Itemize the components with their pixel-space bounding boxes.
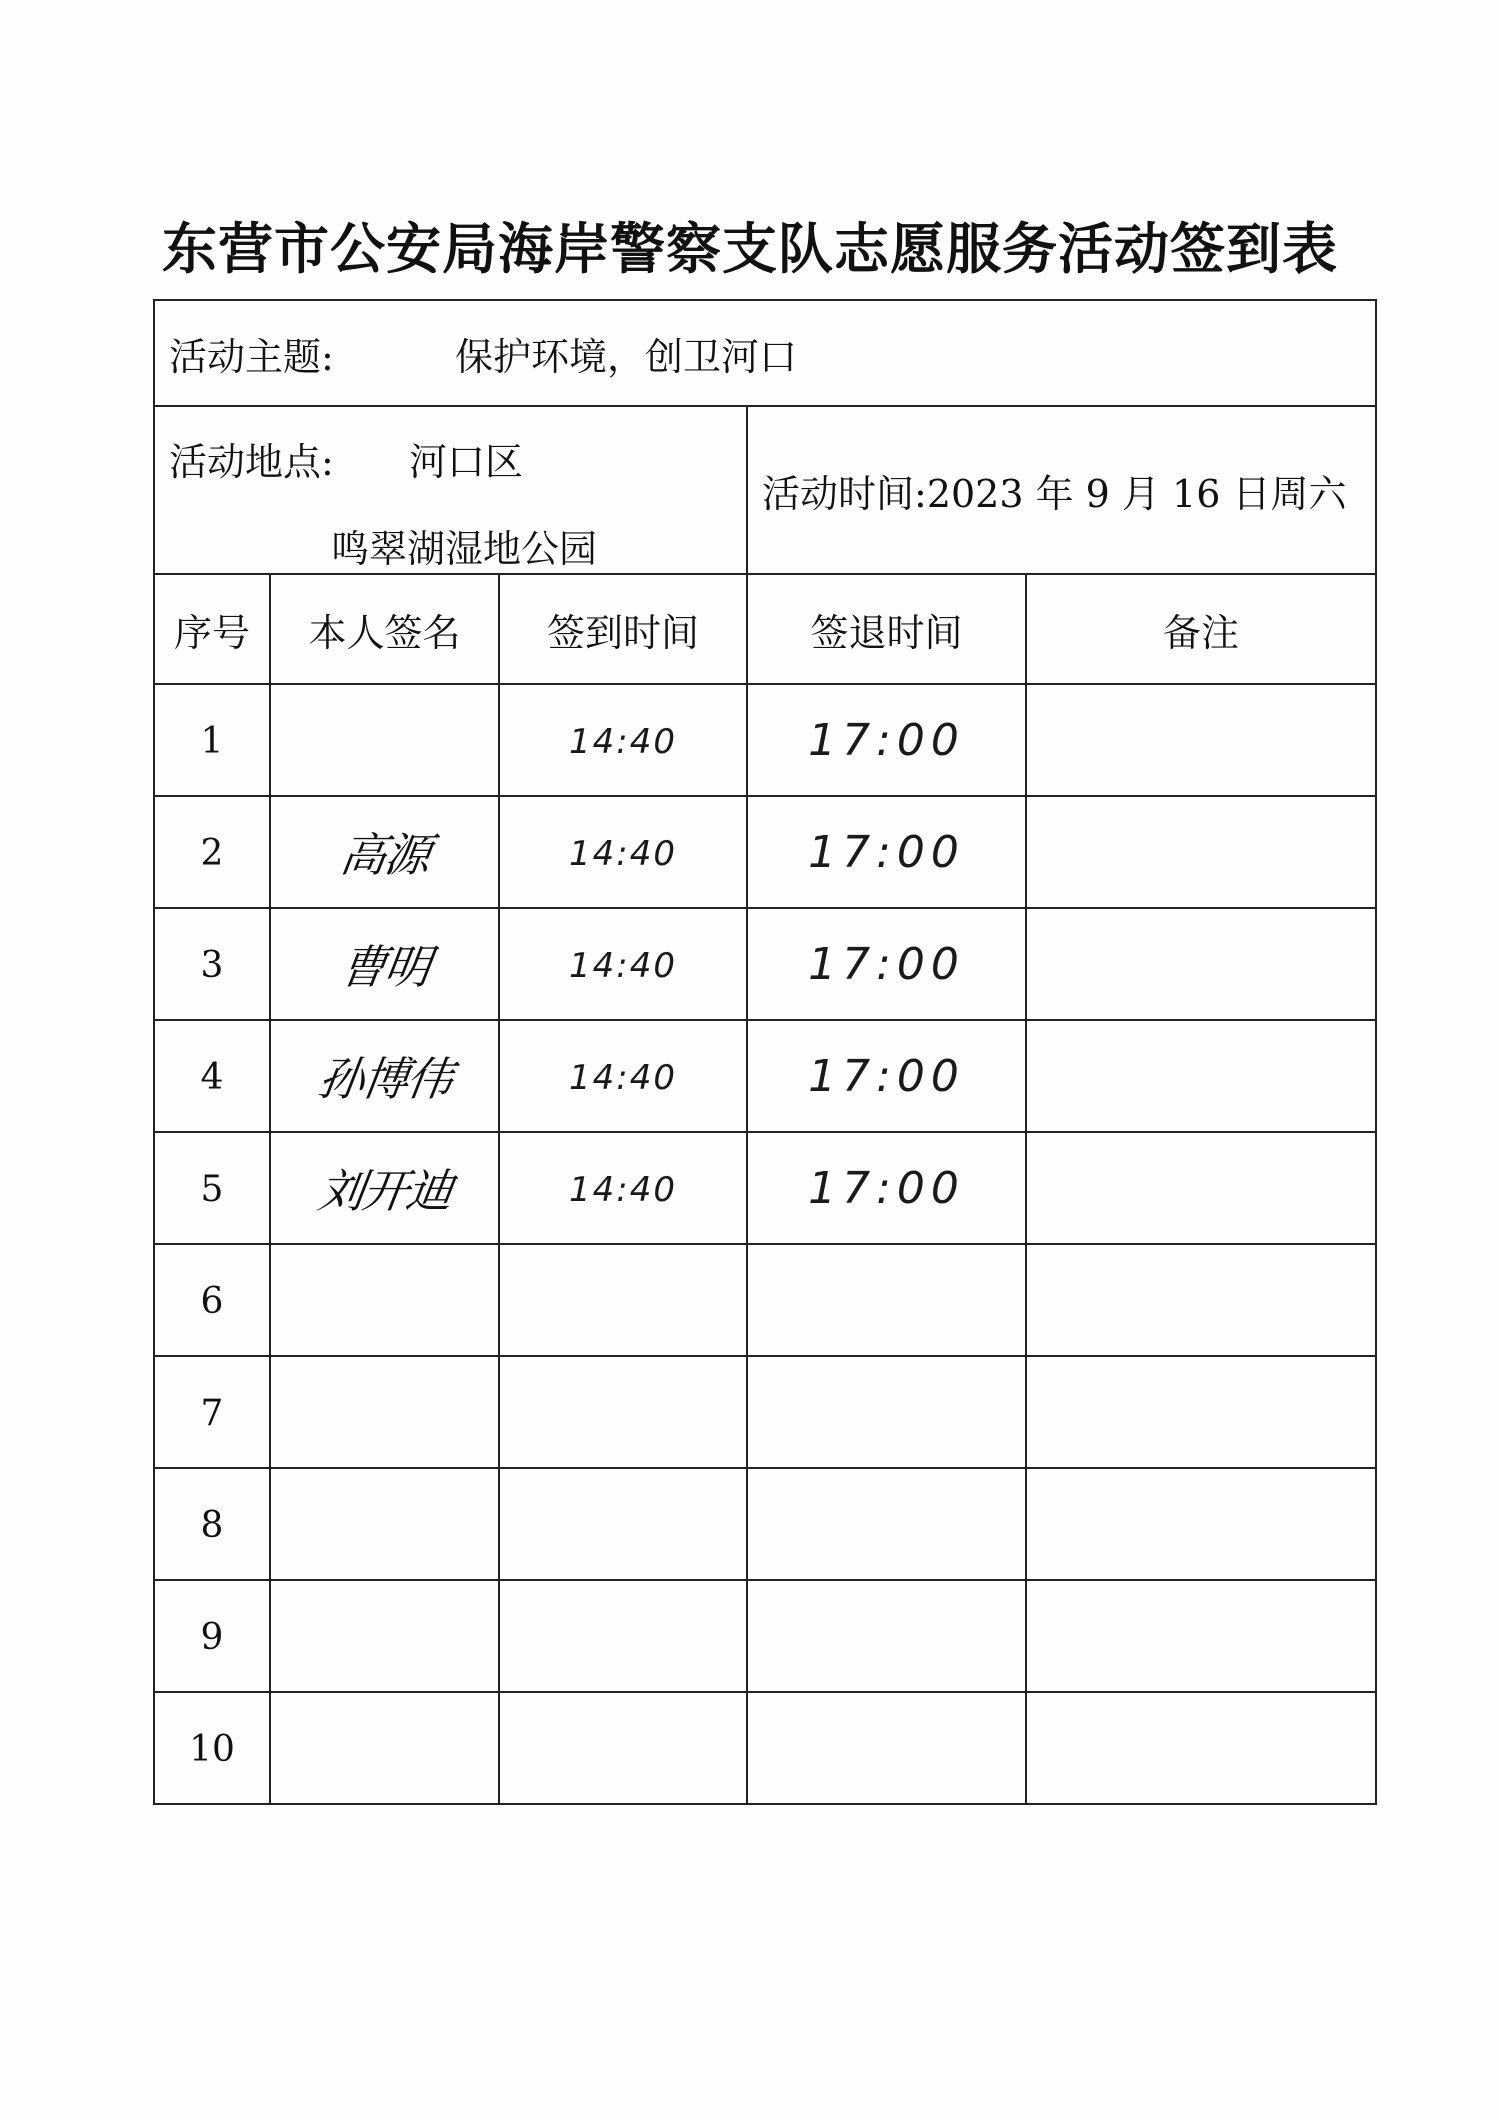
row-number: 10 (189, 1729, 235, 1770)
time-value: 2023 年 9 月 16 日周六 (926, 471, 1347, 516)
row-number: 6 (200, 1281, 224, 1322)
table-row (154, 1132, 1376, 1244)
row-number: 4 (200, 1057, 224, 1098)
note-cell-5 (1026, 1132, 1376, 1244)
theme-value: 保护环境，创卫河口 (455, 334, 798, 379)
page-title: 东营市公安局海岸警察支队志愿服务活动签到表 (161, 217, 1338, 281)
checkin-time-6 (499, 1244, 747, 1356)
checkout-time-5 (747, 1132, 1026, 1244)
checkout-time: 17:00 (808, 826, 965, 878)
checkout-time: 17:00 (808, 938, 965, 990)
checkout-time-1 (747, 684, 1026, 796)
header-signature: 本人签名 (270, 574, 499, 684)
signature-cell-6 (270, 1244, 499, 1356)
location-line2: 鸣翠湖湿地公园 (331, 527, 598, 571)
row-number: 3 (200, 945, 224, 986)
checkin-time-8 (499, 1468, 747, 1580)
signature-cell-5 (270, 1132, 499, 1244)
checkin-time-10 (499, 1692, 747, 1804)
note-cell-3 (1026, 908, 1376, 1020)
checkin-time-9 (499, 1580, 747, 1692)
header-no: 序号 (154, 574, 270, 684)
theme-row (154, 300, 1376, 406)
table-row (154, 1692, 1376, 1804)
checkout-time-7 (747, 1356, 1026, 1468)
theme-label: 活动主题: (169, 334, 334, 379)
checkin-time: 14:40 (569, 1058, 677, 1098)
signature-cell: 孙博伟 (314, 1052, 454, 1106)
row-number-9 (154, 1580, 270, 1692)
signature-cell-2 (270, 796, 499, 908)
checkout-time-4 (747, 1020, 1026, 1132)
row-number-1 (154, 684, 270, 796)
checkout-time-9 (747, 1580, 1026, 1692)
table-row (154, 1580, 1376, 1692)
location-time-row (154, 406, 1376, 574)
row-number-8 (154, 1468, 270, 1580)
header-checkout: 签退时间 (747, 574, 1026, 684)
table-row (154, 1020, 1376, 1132)
checkin-time: 14:40 (569, 946, 677, 986)
time-label: 活动时间: (762, 471, 927, 516)
row-number-3 (154, 908, 270, 1020)
row-number: 1 (200, 721, 224, 762)
row-number: 5 (200, 1169, 224, 1210)
signature-cell-3 (270, 908, 499, 1020)
checkin-time-3 (499, 908, 747, 1020)
signature-cell-9 (270, 1580, 499, 1692)
time-cell (747, 406, 1376, 574)
checkin-time-2 (499, 796, 747, 908)
note-cell-8 (1026, 1468, 1376, 1580)
row-number-7 (154, 1356, 270, 1468)
checkin-time-1 (499, 684, 747, 796)
checkout-time-8 (747, 1468, 1026, 1580)
row-number-4 (154, 1020, 270, 1132)
table-row (154, 684, 1376, 796)
header-note: 备注 (1026, 574, 1376, 684)
note-cell-4 (1026, 1020, 1376, 1132)
theme-cell (154, 300, 1376, 406)
table-row (154, 1468, 1376, 1580)
checkin-time: 14:40 (569, 834, 677, 874)
table-row (154, 1244, 1376, 1356)
location-cell (154, 406, 747, 574)
note-cell-6 (1026, 1244, 1376, 1356)
table-row (154, 908, 1376, 1020)
checkin-time-5 (499, 1132, 747, 1244)
checkout-time-3 (747, 908, 1026, 1020)
checkout-time-10 (747, 1692, 1026, 1804)
note-cell-10 (1026, 1692, 1376, 1804)
checkin-time: 14:40 (569, 1170, 677, 1210)
row-number-2 (154, 796, 270, 908)
checkout-time-6 (747, 1244, 1026, 1356)
location-line1: 河口区 (409, 440, 524, 484)
row-number: 7 (200, 1393, 224, 1434)
signature-cell-10 (270, 1692, 499, 1804)
checkout-time: 17:00 (808, 1162, 965, 1214)
checkout-time: 17:00 (808, 1050, 965, 1102)
table-row (154, 1356, 1376, 1468)
header-checkin: 签到时间 (499, 574, 747, 684)
note-cell-7 (1026, 1356, 1376, 1468)
checkin-time: 14:40 (569, 722, 677, 762)
signature-cell: 刘开迪 (314, 1164, 454, 1218)
checkout-time: 17:00 (808, 714, 965, 766)
note-cell-2 (1026, 796, 1376, 908)
signature-cell-8 (270, 1468, 499, 1580)
signature-cell: 高源 (336, 828, 432, 882)
location-label: 活动地点: (169, 440, 334, 484)
signature-cell-7 (270, 1356, 499, 1468)
table-body (154, 684, 1376, 1804)
checkin-time-4 (499, 1020, 747, 1132)
signature-cell-4 (270, 1020, 499, 1132)
note-cell-9 (1026, 1580, 1376, 1692)
signature-cell: 曹明 (336, 940, 432, 994)
row-number-5 (154, 1132, 270, 1244)
table-row (154, 796, 1376, 908)
row-number: 9 (200, 1617, 224, 1658)
checkout-time-2 (747, 796, 1026, 908)
checkin-time-7 (499, 1356, 747, 1468)
note-cell-1 (1026, 684, 1376, 796)
signature-cell-1 (270, 684, 499, 796)
row-number: 2 (200, 833, 224, 874)
signin-table (153, 299, 1377, 1805)
row-number: 8 (200, 1505, 224, 1546)
row-number-10 (154, 1692, 270, 1804)
row-number-6 (154, 1244, 270, 1356)
header-row (154, 574, 1376, 684)
